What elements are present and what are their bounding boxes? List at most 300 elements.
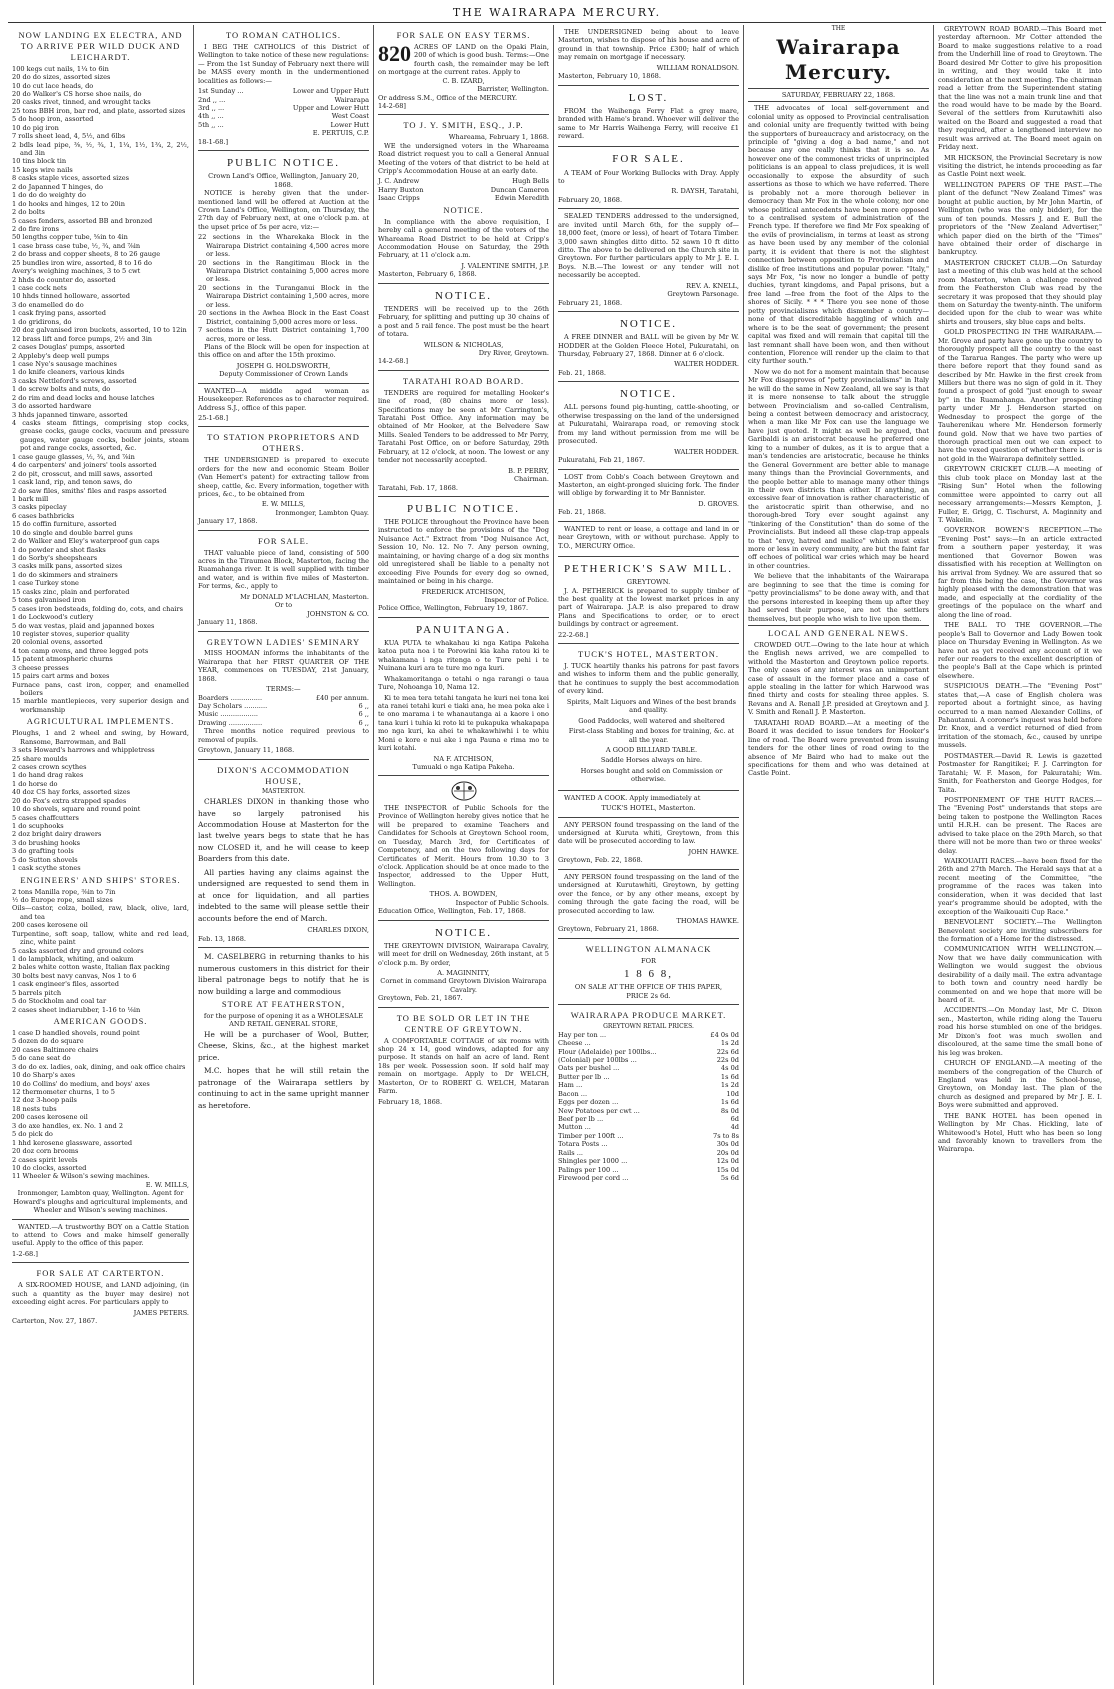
list-item: 15 pairs cart arms and boxes	[12, 672, 110, 681]
ad-free-dinner-heading: NOTICE.	[619, 318, 678, 331]
list-item: 3 sets Howard's harrows and whippletress	[12, 746, 155, 755]
list-item: Avery's weighing machines, 3 to 5 cwt	[12, 267, 141, 276]
ad-cottage-heading: TO BE SOLD OR LET IN THE CENTRE OF GREYTOWN.	[396, 1012, 531, 1034]
ad-caselberg-heading: STORE AT FEATHERSTON,	[221, 998, 346, 1009]
ad-panuitanga-text: KUA PUTA te whakahau ki nga Katipa Pakeha katoa puta noa i te Porowini kia kaha ratou ki te whakamana i nga ritenga o te Ture pehi i te Nuinana kuri ara te ture mo nga kuri.	[378, 638, 549, 673]
produce-market-sub: GREYTOWN RETAIL PRICES.	[603, 1022, 694, 1030]
ad-catholics	[198, 25, 369, 151]
list-item: 22 sections in the Wharekaka Block in the Wairarapa District containing 4,500 acres more or less.	[198, 233, 369, 259]
paragraph: POSTMASTER.—David R. Lewis is gazetted Postmaster for Rangitikei; F. J. Carrington for Taratahi; W. F. Mason, for Pakuratahi; Wm. Smith, for Featherston and George Hodges, for Taita.	[938, 751, 1102, 794]
list-item: 50 lengths copper tube, ⅝in to 4in	[12, 233, 128, 242]
list-item: 3 do grafting tools	[12, 847, 74, 856]
list-item: 1 hhd kerosene glassware, assorted	[12, 1138, 133, 1147]
paper-title: Wairarapa Mercury.	[776, 34, 901, 85]
ad-inspector	[378, 776, 549, 920]
ad-tuck	[558, 644, 739, 791]
list-item: 2 doz bright dairy drawers	[12, 830, 102, 839]
list-item: 1 case Turkey stone	[12, 579, 79, 588]
ad-public-notice-list	[198, 233, 369, 343]
ad-for-sale-sign2: JOHNSTON & CO.	[307, 609, 369, 618]
list-item: 30 bolts best navy canvas, Nos 1 to 6	[12, 971, 137, 980]
ad-police-sign: FREDERICK ATCHISON,	[421, 587, 506, 596]
ad-easy-terms	[378, 25, 549, 115]
ad-tuck-text4: First-class Stabling and boxes for training, &c. at all the year.	[568, 727, 735, 744]
table-row: 5th ,, ... Lower Hutt	[198, 120, 369, 129]
list-item: 20 do do sizes, assorted sizes	[12, 73, 111, 82]
ad-easy-terms-number: 820	[378, 40, 411, 66]
ad-petherick	[558, 557, 739, 644]
ad-free-dinner-sign: WALTER HODDER.	[674, 360, 739, 369]
list-item: 10 do cut lace heads, do	[12, 81, 94, 90]
ad-wanted-boy	[12, 1220, 189, 1264]
ad-smith-date: Whareama, February 1, 1868.	[448, 133, 549, 142]
ad-tenders-fence-heading: NOTICE.	[434, 289, 493, 302]
list-item: 20 sections in the Rangitimau Block in the Wairarapa District containing 5,000 acres more or less.	[198, 258, 369, 284]
ad-tenders-fence-text: TENDERS will be received up to the 26th February, for splitting and putting up 30 chains of a post and 5 rail fence. The post must be the heart of totara.	[378, 304, 549, 339]
ad-panuitanga-text3: Ki te mea tera tetahi tangata he kuri nei tona kei ata ranei tetahi kuri e tiaki ana, he mea poka ake i te ono marama i te whanautanga ai a kaore i ono tana kuri i tuhia ki roto ki te pukapuka whakapapa mo nga kuri, ka ahei te whakawhiwhi i te whiu Moni e kore e nui ake i nga Pauna e rima mo te kuri kotahi.	[378, 693, 549, 753]
ad-cottage-date: February 18, 1868.	[378, 1097, 443, 1106]
agri-list	[12, 729, 189, 872]
list-item: 15 do coffin furniture, assorted	[12, 520, 117, 529]
ad-easy-terms-text: ACRES OF LAND on the Opaki Plain, 200 of which is good bush. Terms:—One fourth cash, the remainder may be left on mortgage at the current rates. Apply to	[378, 42, 549, 77]
ad-free-dinner-date: Feb. 21, 1868.	[558, 368, 606, 377]
table-row: Bacon ... 10d	[558, 1089, 739, 1098]
list-item: 1 case brass case tube, ½, ¾, and ⅞in	[12, 241, 141, 250]
list-item: 1 do powder and shot flasks	[12, 545, 106, 554]
ad-seminary-terms: TERMS:—	[266, 685, 301, 694]
ad-for-sale-sign: Mr DONALD M'LACHLAN, Masterton.	[240, 592, 369, 601]
ad-lost-fork	[558, 470, 739, 522]
list-item: 1 cask land, rip, and tenon saws, do	[12, 478, 133, 487]
table-row: Beef per lb ... 6d	[558, 1115, 739, 1124]
ad-almanack	[558, 939, 739, 1005]
ad-for-sale-heading: FOR SALE.	[257, 535, 310, 546]
ad-police-date: Police Office, Wellington, February 19, 1867.	[378, 604, 529, 613]
eng-heading: ENGINEERS' AND SHIPS' STORES.	[20, 874, 181, 885]
list-item: 4 ton camp ovens, and three legged pots	[12, 646, 149, 655]
ad-mills-list	[12, 65, 189, 715]
ad-lost-mare-text: FROM the Waihenga Ferry Flat a grey mare, branded with Hame's brand. Whoever will deliver the same to Mr Harris Waihenga Ferry, will receive £1 reward.	[558, 106, 739, 141]
ad-housekeeper-date: 25-1-68.]	[198, 414, 229, 423]
paragraph: THE advocates of local self-government and colonial unity as opposed to Provincial centralisation and colonial unity are frequently twitted with being the supporters of bureaucracy and aristocracy, on the principle of "giving a dog a bad name," and not because any one really thinks that it is so. As however one of the commonest tricks of unprincipled politicians is an appeal to class prejudices, it is well occasionally to expose the absurdity of such assertions as those to which we have referred. There is probably not a more thorough believer in democracy than Mr Fox in the whole colony, nor one whose political antecedents have been more opposed to a centralised system of administration of the French type. If therefore we find Mr Fox speaking of the evils of provincialism, in terms at least as strong as have been used by any member of the colonial party, it is evident that there is not the slightest connection between opposition to Provincialism and dislike of free institutions and popular power. "Italy," says Mr Fox, "is now no longer a bundle of petty duchies, tyrant kingdoms, and Papal prisons, but a free land —free from the foot of the Alps to the shores of Sicily. * * * There you see none of those petty provincialisms which dismember a country—none of that discreditable haggling of which and where is to be the seat of government; the present capital was fixed and will remain that capital till the last remnant shall have been won, and then without contention, Florence will render up the claim to that city further south."	[748, 104, 929, 366]
list-item: 1 cask frying pans, assorted	[12, 309, 106, 318]
list-item: Ploughs, 1 and 2 wheel and swing, by Howard, Ransome, Barrowman, and Ball	[12, 729, 189, 746]
list-item: 7 rolls sheet lead, 4, 5½, and 6lbs	[12, 132, 126, 141]
ad-panuitanga-heading: PANUITANGA.	[416, 623, 511, 636]
ad-wanted-cottage	[558, 522, 739, 557]
list-item: 8 casks staple vices, assorted sizes	[12, 174, 130, 183]
list-item: 3 hhds japanned tinware, assorted	[12, 410, 128, 419]
table-row: Butter per lb ... 1s 6d	[558, 1072, 739, 1081]
ad-cottage-text: A COMFORTABLE COTTAGE of six rooms with shop 24 x 14, good windows, adapted for any purpose. It stands on half an acre of land. Rent 18s per week. Possession soon. If sold half may remain on mortgage. Apply to Dr WELCH, Masterton, Or to ROBERT G. WELCH, Mataran Farm.	[378, 1036, 549, 1096]
ad-catholics-date: 18-1-68.]	[198, 137, 229, 146]
list-item: 4 casks steam fittings, comprising stop cocks, grease cocks, gauge cocks, vacuum and pressure gauges, water gauge cocks, boiler joints, steam pot and range cocks, assorted, &c.	[12, 419, 189, 453]
table-row: Palings per 100 ... 15s 0d	[558, 1165, 739, 1174]
ad-sealed-tenders	[558, 209, 739, 312]
ad-smith-text: WE the undersigned voters in the Whareama Road district request you to call a General Annual Meeting of the voters of that district to be held at Cripp's Accommodation House at an early date.	[378, 141, 549, 175]
ad-panuitanga-text2: Whakamoritanga o tetahi o nga rarangi o taua Ture, Nohoanga 10, Nama 12.	[378, 674, 549, 692]
list-item: 20 sections in the Turanganui Block in the Wairarapa District containing 1,500 acres, more or less.	[198, 283, 369, 309]
paper-the: THE	[831, 25, 846, 32]
ad-trespass-thomas	[558, 870, 739, 939]
editorial	[748, 104, 929, 623]
list-item: 2 cases spirit levels	[12, 1155, 78, 1164]
ad-tuck-heading: TUCK'S HOTEL, MASTERTON.	[577, 649, 720, 660]
ad-trespass-hodder-heading: NOTICE.	[619, 388, 678, 401]
ad-bullocks-text: A TEAM of Four Working Bullocks with Dray. Apply to	[558, 168, 739, 185]
list-item: 1 do scuphooks	[12, 822, 64, 830]
list-item: 2 do brass and copper sheets, 8 to 26 gauge	[12, 250, 161, 259]
news-col5	[748, 641, 929, 778]
ad-cook	[558, 791, 739, 818]
list-item: 1 do hooks and hinges, 12 to 20in	[12, 199, 125, 208]
list-item: 5 do hoop iron, assorted	[12, 115, 94, 124]
column-5	[744, 25, 934, 1685]
ad-tuck-text7: Horses bought and sold on Commission or otherwise.	[580, 766, 723, 784]
ad-caselberg-text: M. CASELBERG in returning thanks to his numerous customers in this district for their liberal patronage begs to notify that he is now building a large and commodious	[198, 952, 369, 996]
ad-dixon-sub: MASTERTON.	[261, 788, 306, 796]
table-row: J. C. Andrew Hugh Bells	[378, 177, 549, 186]
ad-cook-sign: TUCK'S HOTEL, Masterton.	[601, 804, 696, 813]
ad-trespass-thomas-date: Greytown, February 21, 1868.	[558, 925, 659, 934]
ad-mills-sign: E. W. MILLS,	[145, 1180, 189, 1189]
list-item: 2 Appleby's deep well pumps	[12, 351, 110, 360]
ad-easy-terms-heading: FOR SALE ON EASY TERMS.	[396, 30, 531, 40]
paragraph: Now we do not for a moment maintain that because Mr Fox disapproves of "petty provincialisms" in Italy he will do the same in New Zealand, all we say is that it is mere nonsense to talk about the struggle between Provincialism and so-called Centralism, being a contest between democracy and aristocracy, when a man like Mr Fox can use the language we have just quoted. It might as well be argued, that Garibaldi is an aristocrat because he preferred one king to a number of dukes, as it is to argue that a man's tendencies are aristocratic, because he thinks the General Government are better able to manage many things than the Provincial Governments, and the people better able to manage many other things in their own districts than either. If anything, an excessive fear of innovation is rather characteristic of the aristocratic spirit than otherwise, and no thorough-bred Tory ever sought against any "tinkering of the Constitution" than do some of the Provincialists. But indeed all these clap-trap appeals to that "envy, hatred and malice" which must exist more or less in every community, are but the faint far off echoes of political war cries which may be heard in other countries.	[748, 367, 929, 570]
list-item: 1 do horse do	[12, 779, 58, 788]
list-item: 15 marble mantlepieces, very superior design and workmanship	[12, 697, 189, 714]
ad-wanted-boy-date: 1-2-68.]	[12, 1249, 38, 1258]
list-item: 12 thermometer churns, 1 to 5	[12, 1088, 115, 1096]
ad-taratahi-sign: B. P. PERRY,	[508, 466, 549, 475]
ad-smith-notice-date: Masterton, February 6, 1868.	[378, 270, 477, 279]
list-item: 1 case Nye's sausage machines	[12, 359, 117, 368]
paragraph: POSTPONEMENT OF THE HUTT RACES.—The "Evening Post" understands that steps are being taken to postpone the Wellington Races until H.R.H. can be present. The Races are advised to take place on the 29th March, so that there will not be more than two or three weeks' delay.	[938, 795, 1102, 855]
ad-lost-fork-date: Feb. 21, 1868.	[558, 508, 606, 517]
list-item: 5 dozen do do square	[12, 1037, 84, 1046]
list-item: 1 cask engineer's files, assorted	[12, 980, 119, 989]
ad-station-heading: TO STATION PROPRIETORS AND OTHERS.	[207, 432, 360, 454]
ad-carterton-heading: FOR SALE AT CARTERTON.	[36, 1268, 165, 1279]
list-item: 1 case cock nets	[12, 284, 67, 292]
list-item: 5 cases chaffcutters	[12, 813, 79, 822]
paragraph: MASTERTON CRICKET CLUB.—On Saturday last a meeting of this club was held at the school room Masterton, when a challenge received from the Featherston Club was read by the secretary it was proposed that they should play them on Saturday the twenty-ninth. The uniform decided upon for the club to wear was white shirts and trousers, sky blue caps and belts.	[938, 258, 1102, 326]
ad-tenders-fence-sign2: Dry River, Greytown.	[478, 348, 549, 357]
ad-ronaldson-date: Masterton, February 10, 1868.	[558, 72, 661, 81]
ad-caselberg	[198, 948, 369, 1117]
table-row: Music .................. 6 ,,	[198, 710, 369, 719]
ad-cavalry-sign: A. MAGINNITY,	[437, 969, 490, 977]
column-2	[194, 25, 374, 1685]
crest-icon	[378, 779, 549, 803]
paragraph: GOVERNOR BOWEN'S RECEPTION.—The "Evening Post" says:—In an article extracted from a southern paper yesterday, it was mentioned that Governor Bowen was dissatisfied with his reception at Wellington on his arrival from Sydney. We are assured that so far from this being the case, the Governor was highly pleased with the demonstration that was made, and especially at the cordiality of the greetings of the populace on the wharf and along the line of road.	[938, 526, 1102, 619]
table-row: Isaac Cripps Edwin Meredith	[378, 194, 549, 203]
ad-carterton-date: Carterton, Nov. 27, 1867.	[12, 1316, 98, 1325]
list-item: 1 do knife cleaners, various kinds	[12, 368, 125, 377]
list-item: Oils—castor, colza, boiled, raw, black, olive, lard, and tea	[12, 904, 189, 921]
list-item: 5 do pick do	[12, 1130, 53, 1139]
ad-bullocks-heading: FOR SALE.	[612, 153, 685, 166]
ad-police-heading: PUBLIC NOTICE.	[407, 502, 520, 515]
ad-station	[198, 427, 369, 530]
list-item: 1 cask scythe stones	[12, 864, 81, 873]
table-row: Boarders ............... £40 per annum.	[198, 693, 369, 702]
table-row: New Potatoes per cwt ... 8s 0d	[558, 1106, 739, 1115]
ad-dixon-sign: CHARLES DIXON,	[307, 926, 369, 935]
paragraph: COMMUNICATION WITH WELLINGTON.—Now that we have daily communication with Wellington we would suggest the obvious desirability of a daily mail. The extra advantage to both town and country need hardly be commented on and we hope that more will be heard of it.	[938, 945, 1102, 1004]
ad-petherick-date: 22-2-68.]	[558, 630, 589, 639]
agri-heading: AGRICULTURAL IMPLEMENTS.	[26, 716, 175, 727]
list-item: 18 nests tubs	[12, 1104, 57, 1113]
ad-public-notice-tail: Plans of the Block will be open for inspection at this office on and after the 15th proximo.	[198, 342, 369, 360]
ad-public-notice-sign2: Deputy Commissioner of Crown Lands	[219, 370, 348, 379]
list-item: 2 bales white cotton waste, Italian flax packing	[12, 963, 170, 972]
ad-seminary-tail: Three months notice required previous to removal of pupils.	[198, 727, 369, 744]
ad-trespass-john-sign: JOHN HAWKE.	[688, 847, 739, 856]
ad-station-sign2: Ironmonger, Lambton Quay.	[275, 508, 369, 517]
ad-trespass-hodder-sign: WALTER HODDER.	[674, 447, 739, 456]
ad-almanack-sale: ON SALE AT THE OFFICE OF THIS PAPER,	[574, 983, 723, 992]
ad-cavalry-sign2: Cornet in command Greytown Division Wairarapa Cavalry.	[380, 977, 547, 994]
ad-public-notice-heading: PUBLIC NOTICE.	[227, 157, 340, 170]
list-item: 2 do rim and dead locks and house latches	[12, 393, 155, 402]
list-item: 25 share moulds	[12, 754, 68, 763]
list-item: 2 hhds do counter do, assorted	[12, 275, 116, 284]
ad-smith-heading: TO J. Y. SMITH, ESQ., J.P.	[403, 120, 524, 131]
list-item: 1 do gridirons, do	[12, 317, 72, 326]
page-masthead: THE WAIRARAPA MERCURY.	[8, 6, 1106, 23]
ad-caselberg-text2: for the purpose of opening it as a WHOLESALE AND RETAIL GENERAL STORE,	[203, 1011, 364, 1029]
ad-public-notice-text: NOTICE is hereby given that the under-mentioned land will be offered at Auction at the Crown Land's Office, Wellington, on Thursday, the 27th day of February next, at one o'clock p.m. at the upset price of 5s per acre, viz:—	[198, 189, 369, 231]
ad-mills	[12, 25, 189, 1220]
ad-smith	[378, 115, 549, 283]
ad-seminary	[198, 632, 369, 760]
ad-station-date: January 17, 1868.	[198, 517, 258, 526]
list-item: 10 do shovels, square and round point	[12, 805, 141, 814]
list-item: 200 cases kerosene oil	[12, 921, 88, 930]
ad-trespass-john-date: Greytown, Feb. 22, 1868.	[558, 856, 643, 865]
list-item: 1 do lampblack, whiting, and oakum	[12, 955, 134, 963]
list-item: 3 casks milk pans, assorted sizes	[12, 562, 123, 571]
ad-trespass-hodder-date: Pukuratahi, Feb 21, 1867.	[558, 456, 646, 465]
ad-trespass-hodder-text: ALL persons found pig-hunting, cattle-shooting, or otherwise trespassing on the land of the undersigned at Pukuratahi, Wairarapa road, or removing stock from my land without permission from me will be prosecuted.	[558, 403, 739, 446]
paragraph: SUSPICIOUS DEATH.—The "Evening Post" states that,—A case of English cholera was reported about a fortnight since, as having occurred to a man named Alexander Collins, of Pahautanui. A coroner's inquest was held before Dr. Knox, and a verdict returned of died from irritation of the stomach, &c., caused by unripe mussels.	[938, 682, 1102, 750]
table-row: Mutton ... 4d	[558, 1123, 739, 1132]
ad-smith-names	[378, 177, 549, 202]
ad-dixon-text2: All parties having any claims against the undersigned are requested to send them in at once for liquidation, and all parties indebted to the same will please settle their accounts before the end of March.	[198, 867, 369, 923]
ad-almanack-price: PRICE 2s 6d.	[626, 991, 671, 1000]
ad-carterton	[12, 1263, 189, 1329]
ad-caselberg-text4: M.C. hopes that he will still retain the patronage of the Wairarapa settlers by continuing to act in the same upright manner as heretofore.	[198, 1066, 369, 1110]
ad-caselberg-text3: He will be a purchaser of Wool, Butter, Cheese, Skins, &c., at the highest market price.	[198, 1029, 369, 1062]
list-item: 5 do cane seat do	[12, 1054, 71, 1063]
ad-almanack-year: 1 8 6 8,	[624, 968, 673, 981]
list-item: 5 do Sutton shovels	[12, 855, 78, 864]
ad-public-notice-sub: Crown Land's Office, Wellington, January 20, 1868.	[208, 172, 359, 189]
ad-dixon	[198, 760, 369, 948]
column-3	[374, 25, 554, 1685]
ad-inspector-sign: THOS. A. BOWDEN,	[429, 890, 498, 899]
table-row: Flour (Adelaide) per 100lbs... 22s 6d	[558, 1047, 739, 1056]
ad-smith-notice-text: In compliance with the above requisition, I hereby call a general meeting of the voters of the Whareama Road District to be held at Cripp's Accommodation House on Saturday, the 29th February, at 11 o'clock a.m.	[378, 217, 549, 260]
paragraph: THE BANK HOTEL has been opened in Wellington by Mr Chas. Hickling, late of Whitewood's Hotel, Hutt who has been so long and favorably known to travellers from the Wairarapa.	[938, 1111, 1102, 1154]
ad-taratahi-sign2: Chairman.	[513, 475, 549, 484]
ad-public-notice	[198, 151, 369, 384]
ad-lost-mare	[558, 86, 739, 148]
table-row: Timber per 100ft ... 7s to 8s	[558, 1131, 739, 1140]
ad-taratahi-date: Taratahi, Feb. 17, 1868.	[378, 483, 459, 492]
ad-petherick-text: J. A. PETHERICK is prepared to supply timber of the best quality at the lowest market prices in any part of Wairarapa. J.A.P. is also prepared to draw Plans and Specifications to order, or to erect buildings by contract or agreement.	[558, 586, 739, 629]
ad-carterton-text: A SIX-ROOMED HOUSE, and LAND adjoining, (in such a quantity as the buyer may desire) not exceeding eight acres. For particulars apply to	[12, 1281, 189, 1307]
list-item: 2 do fire irons	[12, 224, 59, 233]
ad-free-dinner-text: A FREE DINNER and BALL will be given by Mr W. HODDER at the Golden Fleece Hotel, Pukuratahi, on Thursday, February 27, 1868. Dinner at 6 o'clock.	[558, 333, 739, 359]
list-item: 12 brass lift and force pumps, 2½ and 3in	[12, 334, 153, 343]
list-item: 15 casks zinc, plain and perforated	[12, 587, 130, 596]
list-item: 1 do hand drag rakes	[12, 771, 84, 780]
list-item: 5 barrels pitch	[12, 988, 62, 997]
ad-cavalry-date: Greytown, Feb. 21, 1867.	[378, 994, 463, 1003]
ad-taratahi	[378, 371, 549, 497]
list-item: 20 doz corn brooms	[12, 1147, 79, 1156]
ad-smith-notice-heading: NOTICE.	[443, 204, 484, 215]
ad-trespass-john-text: ANY PERSON found trespassing on the land of the undersigned at Kuruta whiti, Greytown, from this date will be prosecuted according to law.	[558, 820, 739, 846]
paragraph: GOLD PROSPECTING IN THE WAIRARAPA.—Mr. Grove and party have gone up the country to thoroughly prospect all the country to the east of the Tararua Ranges. The party who were up there before report that they found sand as described by Mr. Hawke in the first creek from Millers but there was no sign of gold in it. They found a prospect of gold "just enough to swear by" in the Ruamahanga. Another prospecting party under Mr J. Henderson started on Wednesday to prospect the gorge of the Tauherenikau where Mr. Henderson formerly found gold. Now that we have two parties of thorough practical men out we can expect to have the vexed question of whether there is or is not gold in the Wairarapa definitely settled.	[938, 328, 1102, 463]
ad-for-sale-or: Or to	[274, 601, 293, 610]
list-item: 20 do Fox's extra strapped spades	[12, 796, 127, 805]
list-item: 5 casks assorted dry and ground colors	[12, 946, 144, 955]
ad-tuck-text5: A GOOD BILLIARD TABLE.	[605, 745, 698, 754]
paragraph: ACCIDENTS.—On Monday last, Mr C. Dixon sen., Masterton, while riding along the Taueru road his horse stumbled on one of the bridges. Mr Dixon's foot was much swollen and discoloured, at the same time the small bone of his leg was broken.	[938, 1006, 1102, 1057]
table-row: 4th ,, ... West Coast	[198, 112, 369, 121]
list-item: 3 do brushing hooks	[12, 838, 81, 847]
ad-easy-terms-sign2: Barrister, Wellington.	[477, 85, 549, 94]
list-item: 5 do wax vestas, plaid and japanned boxes	[12, 621, 155, 630]
ad-panuitanga-sign: NA F. ATCHISON,	[433, 754, 494, 763]
list-item: 5 cases iron bedsteads, folding do, cots, and chairs	[12, 604, 183, 613]
ad-tenders-fence-sign: WILSON & NICHOLAS,	[423, 340, 504, 349]
ad-catholics-rows	[198, 87, 369, 129]
list-item: 3 do assorted hardware	[12, 402, 92, 411]
ad-inspector-text: THE INSPECTOR of Public Schools for the Province of Wellington hereby gives notice that he will be prepared to examine Teachers and Candidates for Schools at Greytown School room, on Tuesday, March 3rd, for Certificates of Competency, and on the two following days for Certificates of Merit. Hours from 10.30 to 3 o'clock. Application should be at once made to the Inspector, addressed to the Upper Hutt, Wellington.	[378, 803, 549, 888]
list-item: 1 do Sorby's sheepshears	[12, 554, 98, 562]
ad-easy-terms-or: Or address S.M., Office of the MERCURY.	[378, 93, 518, 102]
list-item: 1 do screw bolts and nuts, do	[12, 385, 111, 394]
ad-mills-heading: NOW LANDING EX ELECTRA, AND TO ARRIVE PER WILD DUCK AND LEICHARDT.	[18, 30, 183, 62]
list-item: 2 do pit, crosscut, and mill saws, assorted	[12, 469, 153, 478]
ad-tuck-text6: Saddle Horses always on hire.	[600, 756, 703, 765]
ad-public-notice-sign: JOSEPH G. HOLDSWORTH,	[236, 361, 331, 370]
ad-dixon-heading: DIXON'S ACCOMMODATION HOUSE,	[217, 764, 350, 786]
ad-panuitanga	[378, 618, 549, 777]
ad-petherick-sub: GREYTOWN.	[626, 578, 671, 587]
ad-free-dinner	[558, 312, 739, 382]
table-row: Ham ... 1s 2d	[558, 1081, 739, 1090]
ad-dixon-text: CHARLES DIXON in thanking those who have so largely patronised his Accommodation House at Masterton for the last twelve years begs to state that he has now CLOSED it, and he will cease to keep Boarders from this date.	[198, 797, 369, 864]
list-item: 3 do do ex. ladies, oak, dining, and oak office chairs	[12, 1062, 186, 1071]
list-item: 3 do axe handles, ex. No. 1 and 2	[12, 1121, 124, 1130]
list-item: 1 bark mill	[12, 494, 49, 503]
list-item: 15 patent atmospheric churns	[12, 655, 113, 664]
table-row: Firewood per cord ... 5s 6d	[558, 1174, 739, 1183]
list-item: 2 do saw files, smiths' files and rasps assorted	[12, 486, 167, 495]
table-row: (Colonial) per 100lbs ... 22s 0d	[558, 1055, 739, 1064]
table-row: 3rd ,, ... Upper and Lower Hutt	[198, 103, 369, 112]
list-item: 2 cases sheet indiarubber, 1-16 to ⅛in	[12, 1005, 141, 1014]
ad-sealed-tenders-sign: REV. A. KNELL,	[686, 281, 739, 290]
list-item: 10 do pig iron	[12, 123, 59, 132]
table-row: Rails ... 20s 0d	[558, 1148, 739, 1157]
list-item: 3 casks pipeclay	[12, 503, 67, 512]
list-item: 100 kegs cut nails, 1¼ to 6in	[12, 64, 109, 73]
ad-police	[378, 497, 549, 618]
ad-seminary-date: Greytown, January 11, 1868.	[198, 746, 295, 755]
ad-wanted-cottage-text: WANTED to rent or lease, a cottage and land in or near Greytown, with or without purchase. Apply to T.O., MERCURY Office.	[558, 524, 739, 550]
table-row: 1st Sunday ... Lower and Upper Hutt	[198, 87, 369, 96]
ad-cavalry	[378, 921, 549, 1008]
ad-wanted-boy-text: WANTED.—A trustworthy BOY on a Cattle Station to attend to Cows and make himself generally useful. Apply to the office of this paper.	[12, 1222, 189, 1248]
table-row: Day Scholars ........... 6 ,,	[198, 702, 369, 711]
columns	[8, 25, 1106, 1685]
ad-easy-terms-date: 14-2-68]	[378, 101, 407, 110]
list-item: 20 do Walker's CS horse shoe nails, do	[12, 89, 142, 98]
ad-housekeeper	[198, 384, 369, 428]
list-item: 10 tins block tin	[12, 157, 67, 166]
list-item: 25 tons BBH iron, bar rod, and plate, assorted sizes	[12, 106, 186, 115]
table-row: Harry Buxton Duncan Cameron	[378, 185, 549, 194]
eng-list	[12, 888, 189, 1015]
news-col6	[938, 25, 1102, 1154]
list-item: 5 do Stockholm and coal tar	[12, 997, 107, 1006]
list-item: Furnace pans, cast iron, copper, and enamelled boilers	[12, 680, 189, 697]
list-item: 10 hhds tinned holloware, assorted	[12, 292, 130, 301]
list-item: ½ do Europe rope, small sizes	[12, 895, 113, 904]
list-item: 3 do enamelled do do	[12, 300, 84, 309]
ad-seminary-text: MISS HOOMAN informs the inhabitants of the Wairarapa that her FIRST QUARTER OF THE YEAR, commences on TUESDAY, 21st January, 1868.	[198, 649, 369, 683]
ad-station-sign: E. W. MILLS,	[261, 500, 306, 509]
list-item: 2 cases crown scythes	[12, 762, 87, 771]
ad-smith-notice-sign: J. VALENTINE SMITH, J.P.	[461, 261, 549, 270]
list-item: 1 do do skimmers and strainers	[12, 570, 118, 579]
ad-bullocks	[558, 147, 739, 209]
list-item: 10 do clocks, assorted	[12, 1163, 87, 1172]
ad-sealed-tenders-date: February 21, 1868.	[558, 298, 623, 307]
list-item: 2 do Walker and Eley's waterproof gun caps	[12, 537, 160, 546]
paragraph: BENEVOLENT SOCIETY.—The Wellington Benevolent society are inviting subscribers for the formation of a Home for the distressed.	[938, 918, 1102, 943]
table-row: Drawing ................ 6 ,,	[198, 718, 369, 727]
table-row: Cheese ... 1s 2d	[558, 1039, 739, 1048]
list-item: 1 case gauge glasses, ½, ¾, and ⅞in	[12, 452, 135, 461]
ad-housekeeper-text: WANTED—A middle aged woman as Housekeeper. References as to character required. Address S.J., office of this paper.	[198, 386, 369, 412]
list-item: 1 case D handled shovels, round point	[12, 1028, 140, 1037]
ad-seminary-heading: GREYTOWN LADIES' SEMINARY	[206, 636, 361, 647]
ad-ronaldson-text: THE UNDERSIGNED being about to leave Masterton, wishes to dispose of his house and acre of ground in that township. Price £300; half of which may remain on mortgage if necessary.	[558, 28, 739, 62]
ad-lost-mare-heading: LOST.	[628, 91, 669, 104]
list-item: 25 bundles iron wire, assorted, 8 to 16 do	[12, 258, 152, 267]
ad-ronaldson	[558, 25, 739, 86]
ad-cook-text: WANTED A COOK. Apply immediately at	[564, 793, 701, 802]
ad-bullocks-sign: R. DAYSH, Taratahi,	[671, 187, 739, 196]
list-item: 2 tons Manilla rope, ⅜in to 7in	[12, 887, 116, 896]
news-heading: LOCAL AND GENERAL NEWS.	[768, 627, 909, 638]
ad-cottage	[378, 1008, 549, 1110]
ad-panuitanga-sign2: Tumuaki o nga Katipa Pakeha.	[412, 763, 515, 772]
list-item: 20 doz galvanised iron buckets, assorted, 10 to 12in	[12, 326, 187, 335]
list-item: 3 cheese presses	[12, 663, 69, 672]
list-item: 2 bdls lead pipe, ⅜, ½, ¾, 1, 1¼, 1½, 1¾, 2, 2½, and 3in	[12, 140, 189, 157]
list-item: 2 do bolts	[12, 208, 45, 217]
ad-tuck-text2: Spirits, Malt Liquors and Wines of the best brands and quality.	[566, 697, 737, 715]
ad-sealed-tenders-text: SEALED TENDERS addressed to the undersigned, are invited until March 6th, for the supply of— 18,000 feet, (more or less), of heart of Totara Timber. 3,000 sawn shingles ditto ditto. 52 sawn 10 ft ditto ditto. The above to be delivered on the Church site in Greytown. For further particulars apply to Mr J. E. I. Boys. N.B.—The lowest or any tender will not necessarily be accepted.	[558, 212, 739, 280]
